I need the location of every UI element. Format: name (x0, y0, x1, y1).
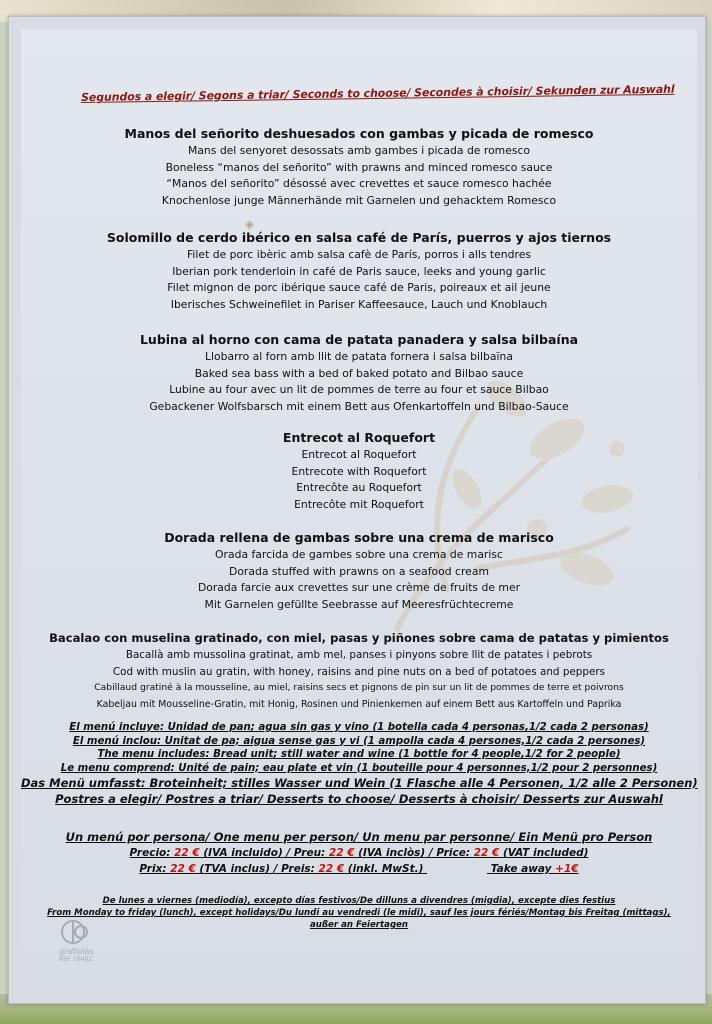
includes-line: The menu includes: Bread unit; still water and wine (1 bottle for 4 people,1/2 for 2 people) (97, 749, 621, 760)
price-value: 22 € (174, 847, 200, 859)
footer-line: außer an Feiertagen (309, 920, 409, 930)
price-line-1: Precio: 22 € (IVA incluido) / Preu: 22 € (IVA inclòs) / Price: 22 € (VAT included) (129, 847, 589, 859)
dish-translation: Iberian pork tenderloin in café de Paris sauce, leeks and young garlic (172, 264, 546, 278)
dish-translation: Entrecot al Roquefort (301, 448, 417, 461)
includes-line: El menú inclou: Unitat de pa; aigua sense gas y vi (1 ampolla cada 4 persones,1/2 cada 2 persones) (72, 735, 646, 747)
menu-includes (21, 721, 697, 807)
price-line-2: Prix: 22 € (TVA inclus) / Preis: 22 € (inkl. MwSt.) Take away +1€ (139, 863, 579, 875)
dish-title: Dorada rellena de gambas sobre una crema de marisco (164, 530, 554, 545)
dish-translation: “Manos del señorito” désossé avec crevettes et sauce romesco hachée (166, 177, 552, 190)
desserts-line: Postres a elegir/ Postres a triar/ Desserts to choose/ Desserts à choisir/ Desserts zur Auswahl (55, 792, 663, 806)
dish-translation: Knochenlose junge Männerhände mit Garnelen und gehacktem Romesco (161, 193, 557, 207)
takeaway-price: +1€ (555, 863, 579, 875)
dish-title: Solomillo de cerdo ibérico en salsa café de París, puerros y ajos tiernos (106, 230, 612, 245)
dish-translation: Entrecôte mit Roquefort (294, 497, 424, 511)
menu-section-header: Segundos a elegir/ Segons a triar/ Seconds to choose/ Secondes à choisir/ Sekunden zur Auswahl (80, 82, 675, 105)
menu-sheet-sleeve (8, 16, 706, 1004)
includes-line: Das Menü umfasst: Broteinheit; stilles Wasser und Wein (1 Flasche alle 4 Personen, 1/2 alle 2 Personen) (21, 776, 698, 790)
diamond-ornament-icon: ◈ (245, 217, 255, 231)
price-block (21, 829, 697, 877)
dish-translation: Entrecôte au Roquefort (296, 481, 422, 494)
dish-translation: Dorada stuffed with prawns on a seafood cream (229, 564, 489, 578)
dish-translation: Filet de porc ibèric amb salsa cafè de París, porros i alls tendres (187, 248, 531, 261)
price-value: 22 € (170, 863, 196, 875)
dish-translation: Entrecote with Roquefort (291, 464, 427, 478)
dish-translation: Lubine au four avec un lit de pommes de terre au four et sauce Bilbao (169, 383, 549, 396)
dish-translation: Baked sea bass with a bed of baked potato and Bilbao sauce (194, 366, 524, 380)
takeaway-label: Take away (490, 863, 556, 875)
dish-1 (21, 125, 697, 209)
price-value: 22 € (318, 863, 345, 875)
per-person-line: Un menú por persona/ One menu per person/ Un menu par personne/ Ein Menü pro Person (65, 830, 653, 844)
dish-translation: Cod with muslin au gratin, with honey, raisins and pine nuts on a bed of potatoes and peppers (112, 665, 606, 678)
brand-logo (59, 919, 119, 979)
dish-title: Manos del señorito deshuesados con gambas y picada de romesco (124, 126, 594, 141)
dish-title: Lubina al horno con cama de patata panadera y salsa bilbaína (139, 332, 579, 347)
dish-translation: Mit Garnelen gefüllte Seebrasse auf Meeresfrüchtecreme (204, 597, 514, 611)
dish-3 (21, 331, 697, 415)
menu-paper (21, 29, 697, 989)
dish-translation: Dorada farcie aux crevettes sur une crème de fruits de mer (197, 581, 521, 594)
dish-translation: Cabillaud gratiné à la mousseline, au miel, raisins secs et pignons de pin sur un lit de pommes de terre et poivrons (94, 682, 624, 693)
dish-6 (21, 629, 697, 713)
dish-translation: Llobarro al forn amb llit de patata fornera i salsa bilbaïna (205, 350, 513, 363)
dish-title: Entrecot al Roquefort (282, 430, 436, 445)
dish-translation: Bacallà amb mussolina gratinat, amb mel, panses i pinyons sobre llit de patates i pebrots (125, 649, 593, 661)
price-value: 22 € (328, 847, 355, 859)
logo-ref: REF. 58402 (59, 956, 93, 963)
dish-title: Bacalao con muselina gratinado, con miel, pasas y piñones sobre cama de patatas y pimientos (49, 631, 669, 645)
logo-mark-icon (59, 919, 93, 945)
includes-line: Le menu comprend: Unité de pain; eau plate et vin (1 bouteille pour 4 personnes,1/2 pour 2 personnes) (60, 762, 658, 774)
menu-content (21, 29, 697, 989)
footer-line: From Monday to friday (lunch), except holidays/Du lundi au vendredi (le midi), sauf les jours fériés/Montag bis Freitag (mittags), (47, 908, 671, 918)
dish-translation: Orada farcida de gambes sobre una crema de marisc (215, 548, 503, 561)
logo-name: grafiplás (59, 947, 94, 956)
availability-footer (21, 895, 697, 931)
dish-translation: Kabeljau mit Mousseline-Gratin, mit Honig, Rosinen und Pinienkernen auf einem Bett aus Kartoffeln und Paprika (96, 698, 622, 710)
dish-translation: Filet mignon de porc ibérique sauce café de Paris, poireaux et ail jeune (167, 281, 551, 294)
includes-line: El menú incluye: Unidad de pan; agua sin gas y vino (1 botella cada 4 personas,1/2 cada 2 personas) (69, 722, 649, 733)
dish-translation: Gebackener Wolfsbarsch mit einem Bett aus Ofenkartoffeln und Bilbao-Sauce (149, 399, 569, 413)
price-value: 22 € (473, 847, 500, 859)
dish-translation: Iberisches Schweinefilet in Pariser Kaffeesauce, Lauch und Knoblauch (170, 297, 548, 311)
dish-2 (21, 229, 697, 313)
dish-5 (21, 529, 697, 613)
dish-translation: Boneless “manos del señorito” with prawns and minced romesco sauce (165, 160, 553, 174)
dish-translation: Mans del senyoret desossats amb gambes i picada de romesco (187, 144, 531, 157)
dish-4 (21, 429, 697, 513)
footer-line: De lunes a viernes (mediodía), excepto días festivos/De dilluns a divendres (migdia), excepte dies festius (102, 896, 616, 906)
